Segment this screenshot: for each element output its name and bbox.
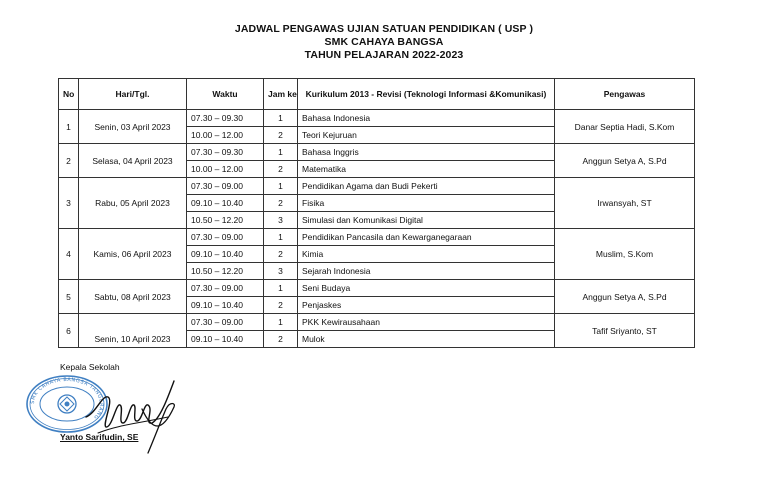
document-header — [0, 23, 768, 62]
table-row — [59, 178, 695, 195]
table-row — [59, 280, 695, 297]
header-period: Jam ke — [264, 79, 298, 110]
table-row — [59, 314, 695, 331]
signature-icon — [82, 373, 182, 457]
row-number: 1 — [59, 110, 79, 144]
header-time: Waktu — [187, 79, 264, 110]
table-row — [59, 229, 695, 246]
row-supervisor: Tafif Sriyanto, ST — [555, 314, 695, 348]
row-day: Selasa, 04 April 2023 — [79, 144, 187, 178]
row-supervisor: Irwansyah, ST — [555, 178, 695, 229]
row-time: 07.30 – 09.30 — [187, 110, 264, 127]
row-time: 09.10 – 10.40 — [187, 331, 264, 348]
row-subject: Kimia — [298, 246, 555, 263]
row-period: 2 — [264, 246, 298, 263]
row-subject: Matematika — [298, 161, 555, 178]
row-time: 10.50 – 12.20 — [187, 212, 264, 229]
principal-name: Yanto Sarifudin, SE — [60, 432, 139, 442]
row-time: 09.10 – 10.40 — [187, 297, 264, 314]
row-supervisor: Anggun Setya A, S.Pd — [555, 144, 695, 178]
row-time: 07.30 – 09.00 — [187, 280, 264, 297]
row-period: 1 — [264, 229, 298, 246]
row-period: 1 — [264, 280, 298, 297]
row-subject: Pendidikan Pancasila dan Kewarganegaraan — [298, 229, 555, 246]
row-period: 2 — [264, 127, 298, 144]
row-day: Rabu, 05 April 2023 — [79, 178, 187, 229]
row-supervisor: Anggun Setya A, S.Pd — [555, 280, 695, 314]
row-time: 09.10 – 10.40 — [187, 246, 264, 263]
row-time: 07.30 – 09.00 — [187, 314, 264, 331]
row-subject: Bahasa Indonesia — [298, 110, 555, 127]
header-supervisor: Pengawas — [555, 79, 695, 110]
row-subject: Pendidikan Agama dan Budi Pekerti — [298, 178, 555, 195]
row-supervisor: Muslim, S.Kom — [555, 229, 695, 280]
header-subject: Kurikulum 2013 - Revisi (Teknologi Informasi &Komunikasi) — [298, 79, 555, 110]
title-line-3: TAHUN PELAJARAN 2022-2023 — [304, 49, 464, 61]
row-time: 07.30 – 09.00 — [187, 178, 264, 195]
row-period: 2 — [264, 195, 298, 212]
row-number: 4 — [59, 229, 79, 280]
row-subject: Teori Kejuruan — [298, 127, 555, 144]
row-period: 3 — [264, 212, 298, 229]
row-number: 3 — [59, 178, 79, 229]
title-line-1: JADWAL PENGAWAS UJIAN SATUAN PENDIDIKAN ( USP ) — [234, 23, 534, 35]
row-time: 07.30 – 09.00 — [187, 229, 264, 246]
row-subject: Penjaskes — [298, 297, 555, 314]
row-number: 6 — [59, 314, 79, 348]
row-time: 07.30 – 09.30 — [187, 144, 264, 161]
row-day: Senin, 10 April 2023 — [79, 314, 187, 348]
table-row — [59, 110, 695, 127]
row-time: 10.00 – 12.00 — [187, 161, 264, 178]
header-day: Hari/Tgl. — [79, 79, 187, 110]
schedule-table — [58, 78, 695, 348]
principal-label: Kepala Sekolah — [60, 362, 120, 372]
header-no: No — [59, 79, 79, 110]
row-period: 2 — [264, 331, 298, 348]
row-subject: Seni Budaya — [298, 280, 555, 297]
row-subject: Simulasi dan Komunikasi Digital — [298, 212, 555, 229]
row-period: 1 — [264, 110, 298, 127]
title-line-2: SMK CAHAYA BANGSA — [324, 36, 444, 48]
schedule-body — [59, 110, 695, 348]
row-period: 1 — [264, 178, 298, 195]
row-day: Senin, 03 April 2023 — [79, 110, 187, 144]
row-subject: Mulok — [298, 331, 555, 348]
row-period: 2 — [264, 297, 298, 314]
row-subject: PKK Kewirausahaan — [298, 314, 555, 331]
row-number: 5 — [59, 280, 79, 314]
row-subject: Sejarah Indonesia — [298, 263, 555, 280]
row-subject: Fisika — [298, 195, 555, 212]
table-header-row — [59, 79, 695, 110]
row-period: 1 — [264, 314, 298, 331]
row-subject: Bahasa Inggris — [298, 144, 555, 161]
row-time: 09.10 – 10.40 — [187, 195, 264, 212]
row-day: Kamis, 06 April 2023 — [79, 229, 187, 280]
row-time: 10.00 – 12.00 — [187, 127, 264, 144]
stamp-text: SMK CAHAYA BANGSA TANGERANG — [29, 376, 105, 421]
row-time: 10.50 – 12.20 — [187, 263, 264, 280]
row-day: Sabtu, 08 April 2023 — [79, 280, 187, 314]
row-supervisor: Danar Septia Hadi, S.Kom — [555, 110, 695, 144]
row-period: 1 — [264, 144, 298, 161]
row-period: 3 — [264, 263, 298, 280]
row-number: 2 — [59, 144, 79, 178]
row-period: 2 — [264, 161, 298, 178]
table-row — [59, 144, 695, 161]
